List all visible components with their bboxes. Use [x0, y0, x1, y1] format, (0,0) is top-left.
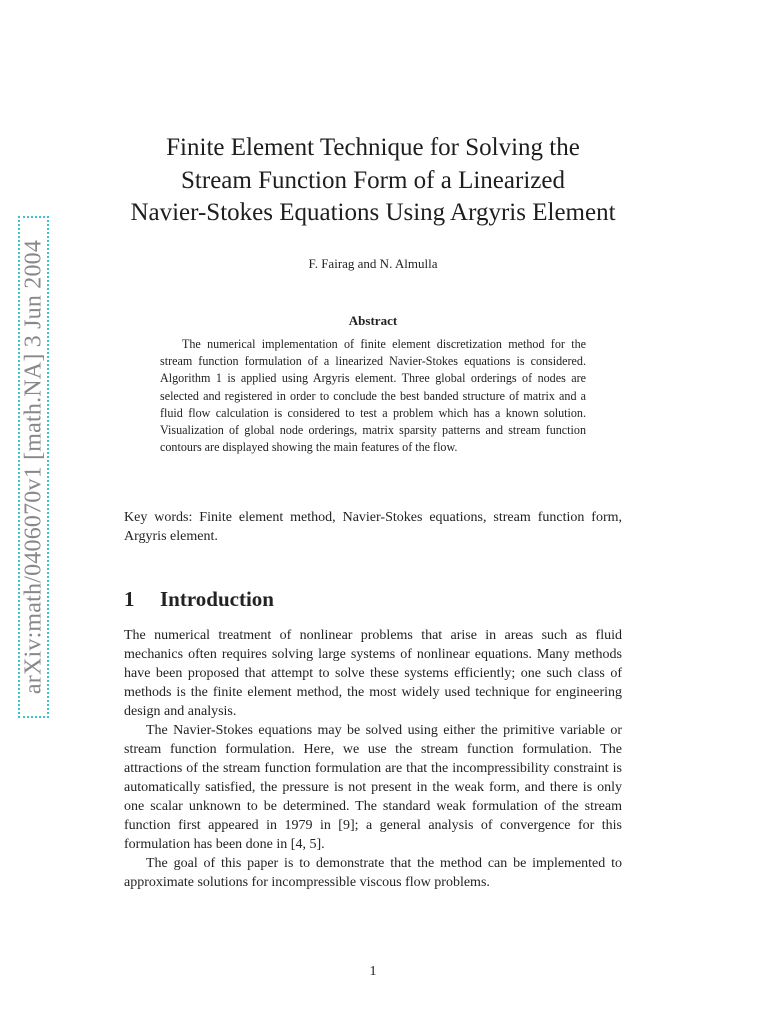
abstract-heading: Abstract	[348, 313, 398, 328]
paragraph: The goal of this paper is to demonstrate that the method can be implemented to approximate solutions for incompressible viscous flow problems.	[124, 856, 622, 890]
keywords: Key words: Finite element method, Navier-Stokes equations, stream function form, Argyris element.	[124, 510, 622, 544]
section-title: Introduction	[160, 587, 274, 611]
title-line: Navier-Stokes Equations Using Argyris Element	[130, 199, 616, 226]
arxiv-stamp	[18, 216, 49, 718]
title-line: Finite Element Technique for Solving the	[166, 134, 580, 161]
paragraph: The numerical treatment of nonlinear problems that arise in areas such as fluid mechanics often requires solving large systems of nonlinear equations. Many methods have been proposed that attempt to solve these systems efficiently; one such class of methods is the finite element method, the most widely used technique for engineering design and analysis.	[124, 628, 622, 719]
arxiv-identifier: arXiv:math/0406070v1 [math.NA] 3 Jun 2004	[20, 239, 46, 695]
introduction-body	[124, 626, 622, 892]
page-number: 1	[369, 964, 377, 979]
paper-title	[118, 132, 628, 230]
title-line: Stream Function Form of a Linearized	[181, 166, 565, 194]
section-heading	[124, 587, 274, 612]
section-number: 1	[124, 587, 135, 611]
paragraph: The Navier-Stokes equations may be solved using either the primitive variable or stream function formulation. Here, we use the stream function formulation. The attractions of the stream function formulation are that the incompressibility constraint is automatically satisfied, the pressure is not present in the weak form, and there is only one scalar unknown to be determined. The standard weak formulation of the stream function first appeared in 1979 in [9]; a general analysis of convergence for this formulation has been done in [4, 5].	[124, 723, 622, 852]
authors: F. Fairag and N. Almulla	[308, 256, 438, 271]
abstract-body: The numerical implementation of finite element discretization method for the stream function formulation of a linearized Navier-Stokes equations is considered. Algorithm 1 is applied using Argyris element. Three global orderings of nodes are selected and registered in order to conclude the best banded structure of matrix and a fluid flow calculation is considered to test a problem which has a known solution. Visualization of global node orderings, matrix sparsity patterns and stream function contours are displayed showing the main features of the flow.	[160, 337, 586, 455]
